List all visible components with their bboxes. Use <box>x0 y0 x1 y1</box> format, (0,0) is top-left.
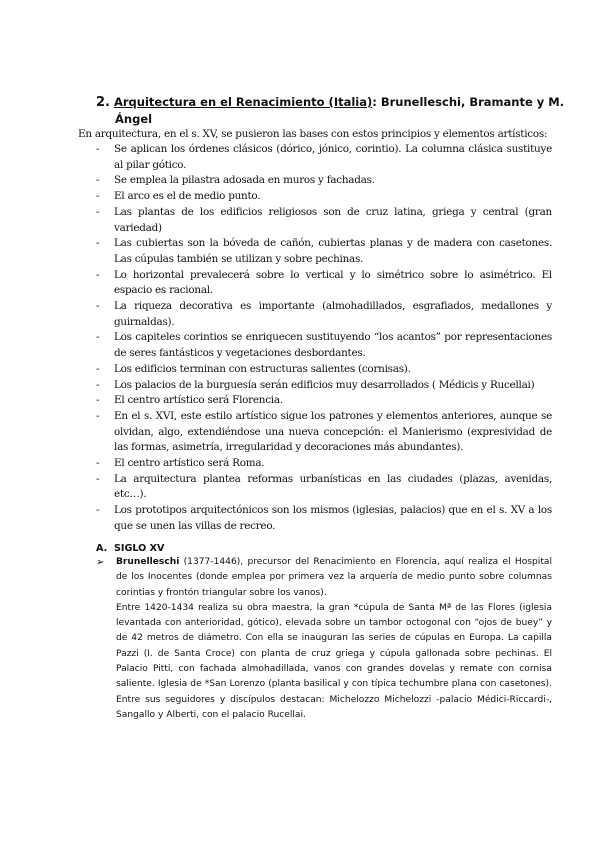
list-item: - Los edificios terminan con estructuras salientes (cornisas). <box>96 362 552 378</box>
subsection-heading <box>96 542 164 556</box>
list-item: - Los palacios de la burguesía serán edificios muy desarrollados ( Médicis y Rucellai) <box>96 378 552 394</box>
heading-title-line2: Ángel <box>115 112 153 126</box>
dash-marker: - <box>96 504 100 517</box>
subsection-title: SIGLO XV <box>114 543 165 554</box>
dash-marker: - <box>96 237 100 250</box>
dash-marker: - <box>96 331 100 344</box>
intro-paragraph: En arquitectura, en el s. XV, se pusieron las bases con estos principios y elementos artísticos: <box>78 128 548 140</box>
dash-marker: - <box>96 300 100 313</box>
brunelleschi-entry <box>96 555 552 723</box>
list-item: - Las cubiertas son la bóveda de cañón, cubiertas planas y de madera con casetones. Las cúpulas también se utilizan y sobre pechinas. <box>96 237 552 265</box>
heading-title-underlined: Arquitectura en el Renacimiento (Italia) <box>113 95 373 109</box>
dash-marker: - <box>96 472 100 485</box>
heading-title-rest: : Brunelleschi, Bramante y M. <box>372 95 565 109</box>
list-item: - La arquitectura plantea reformas urbanísticas en las ciudades (plazas, avenidas, etc…). <box>96 472 552 501</box>
list-item: - La riqueza decorativa es importante (almohadillados, esgrafiados, medallones y guirnaldas). <box>96 300 552 328</box>
subsection-letter: A. <box>96 543 108 554</box>
artist-name: Brunelleschi <box>116 557 180 567</box>
dash-marker: - <box>96 268 100 281</box>
list-item: - Las plantas de los edificios religiosos son de cruz latina, griega y central (gran variedad) <box>96 205 552 234</box>
list-item: - El centro artístico será Florencia. <box>96 393 552 409</box>
dash-marker: - <box>96 190 100 203</box>
arrow-bullet-icon: ➢ <box>96 557 105 568</box>
brunelleschi-paragraph-1: Brunelleschi (1377-1446), precursor del Renacimiento en Florencia, aquí realiza el Hospital de los Inocentes (donde emplea por primera vez la arquería de medio punto sobre columnas corintias y frontón triangular sobre los vanos). <box>116 557 552 598</box>
list-item: - El arco es el de medio punto. <box>96 189 552 205</box>
dash-marker: - <box>96 457 100 470</box>
list-item: - El centro artístico será Roma. <box>96 456 552 472</box>
dash-marker: - <box>96 205 100 218</box>
list-item: - En el s. XVI, este estilo artístico sigue los patrones y elementos anteriores, aunque se olvidan, algo, extendiéndose una nueva concepción: el Manierismo (expresividad de las formas, asimetría, irregularidad y decoraciones más abundantes). <box>96 409 552 454</box>
principles-list <box>96 142 552 535</box>
section-heading <box>96 94 566 128</box>
list-item: - Se emplea la pilastra adosada en muros y fachadas. <box>96 173 552 189</box>
list-item: - Se aplican los órdenes clásicos (dórico, jónico, corintio). La columna clásica sustituye al pilar gótico. <box>96 143 552 171</box>
dash-marker: - <box>96 394 100 407</box>
dash-marker: - <box>96 174 100 187</box>
list-item: - Los prototipos arquitectónicos son los mismos (iglesias, palacios) que en el s. XV a los que se unen las villas de recreo. <box>96 504 552 532</box>
dash-marker: - <box>96 143 100 155</box>
dash-marker: - <box>96 362 100 375</box>
heading-number: 2. <box>96 95 110 110</box>
dash-marker: - <box>96 409 100 422</box>
list-item: - Lo horizontal prevalecerá sobre lo vertical y lo simétrico sobre lo asimétrico. El espacio es racional. <box>96 268 552 297</box>
list-item: - Los capiteles corintios se enriquecen sustituyendo “los acantos” por representaciones de seres fantásticos y vegetaciones desbordantes. <box>96 331 552 360</box>
brunelleschi-paragraph-2: Entre 1420-1434 realiza su obra maestra, la gran *cúpula de Santa Mª de las Flores (iglesia levantada con anterioridad, gótico), elevada sobre un tambor octogonal con “ojos de buey” y de 42 metros de diámetro. Con ella se inauguran las series de cúpulas en Europa. La capilla Pazzi (I. de Santa Croce) con planta de cruz griega y cúpula gallonada sobre pechinas. El Palacio Pitti, con fachada almohadillada, vanos con grandes dovelas y remate con cornisa saliente. Iglesia de *San Lorenzo (planta basilical y con típica techumbre plana con casetones). Entre sus seguidores y discípulos destacan: Michelozzo Michelozzi -palacio Médici-Riccardi-, Sangallo y Alberti, con el palacio Rucellai. <box>116 602 552 720</box>
dash-marker: - <box>96 378 100 391</box>
